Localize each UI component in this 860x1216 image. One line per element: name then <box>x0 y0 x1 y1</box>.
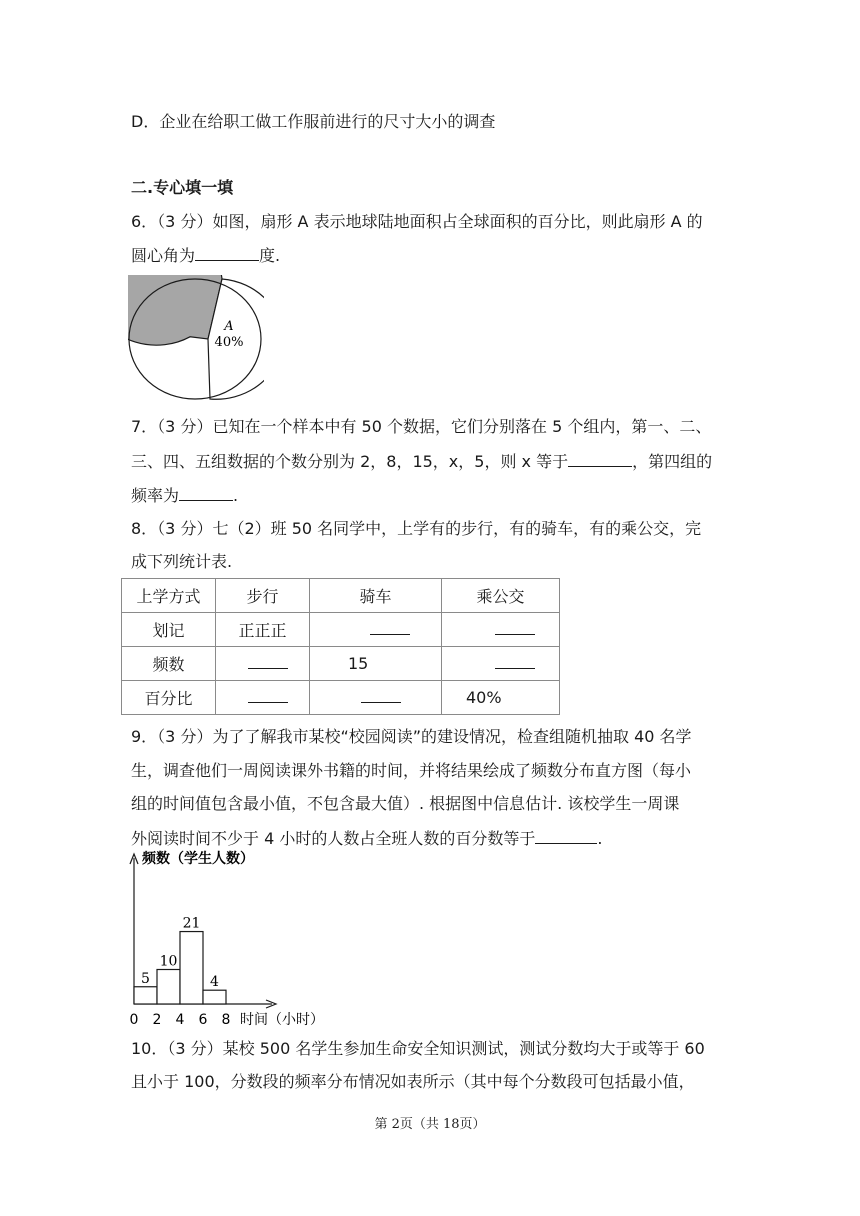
section-title: 二.专心填一填 <box>131 178 234 197</box>
table-row <box>122 681 560 715</box>
x-tick-label: 4 <box>175 1012 185 1028</box>
q9-line4 <box>131 827 602 850</box>
q9-line2: 生，调查他们一周阅读课外书籍的时间，并将结果绘成了频数分布直方图（每小 <box>131 761 692 780</box>
table-cell: 频数 <box>122 647 216 681</box>
table-blank[interactable] <box>361 688 401 703</box>
q7-text-a: 三、四、五组数据的个数分别为 2，8，15，x，5，则 x 等于 <box>131 452 569 471</box>
q10-line2: 且小于 100，分数段的频率分布情况如表所示（其中每个分数段可包括最小值， <box>131 1072 695 1091</box>
q9-line1: 9．（3 分）为了了解我市某校“校园阅读”的建设情况，检查组随机抽取 40 名学 <box>131 727 692 746</box>
pie-label-percent: 40% <box>214 335 244 350</box>
table-header-cell: 上学方式 <box>122 579 216 613</box>
pie-label-a: A <box>224 319 234 334</box>
table-row <box>122 579 560 613</box>
q9-text-a: 外阅读时间不少于 4 小时的人数占全班人数的百分数等于 <box>131 829 536 848</box>
bar-value-label: 4 <box>210 974 219 991</box>
q6-answer-blank[interactable] <box>195 244 259 261</box>
q8-line1: 8．（3 分）七（2）班 50 名同学中，上学有的步行，有的骑车，有的乘公交，完 <box>131 519 702 538</box>
q6-line1: 6．（3 分）如图，扇形 A 表示地球陆地面积占全球面积的百分比，则此扇形 A 的 <box>131 212 703 231</box>
pie-chart <box>128 275 264 403</box>
q8-line2: 成下列统计表. <box>131 552 233 571</box>
q9-line3: 组的时间值包含最小值，不包含最大值）. 根据图中信息估计. 该校学生一周课 <box>131 794 680 813</box>
table-cell <box>442 681 560 715</box>
table-blank[interactable] <box>248 688 288 703</box>
table-blank[interactable] <box>370 620 410 635</box>
q10-line1: 10．（3 分）某校 500 名学生参加生命安全知识测试，测试分数均大于或等于 60 <box>131 1039 705 1058</box>
x-tick-label: 8 <box>221 1012 231 1028</box>
x-tick-label: 2 <box>152 1012 162 1028</box>
table-cell: 划记 <box>122 613 216 647</box>
x-tick-label: 0 <box>129 1012 139 1028</box>
histogram-bar <box>180 932 203 1004</box>
page-footer: 第 2页（共 18页） <box>374 1117 486 1132</box>
q7-text-d: . <box>233 486 239 505</box>
x-tick-label: 6 <box>198 1012 208 1028</box>
y-axis-label: 频数（学生人数） <box>142 851 254 867</box>
q7-text-c: 频率为 <box>131 486 180 505</box>
stat-table <box>121 578 560 715</box>
table-cell <box>216 647 310 681</box>
table-cell <box>442 647 560 681</box>
q7-text-b: ，第四组的 <box>632 452 713 471</box>
table-cell <box>310 647 442 681</box>
q6-line2 <box>131 244 280 267</box>
table-blank[interactable] <box>248 654 288 669</box>
q7-line1: 7．（3 分）已知在一个样本中有 50 个数据，它们分别落在 5 个组内，第一、二、 <box>131 417 712 436</box>
histogram-bar <box>134 987 157 1004</box>
table-cell <box>442 613 560 647</box>
option-d: D．企业在给职工做工作服前进行的尺寸大小的调查 <box>131 112 496 131</box>
q7-line3 <box>131 484 238 507</box>
table-row <box>122 613 560 647</box>
histogram-chart <box>122 848 362 1028</box>
table-row <box>122 647 560 681</box>
table-cell <box>310 613 442 647</box>
q9-answer-blank[interactable] <box>535 827 597 844</box>
table-cell <box>216 681 310 715</box>
table-cell: 正正正 <box>216 613 310 647</box>
q6-text-b: 度. <box>259 246 281 265</box>
table-value: 15 <box>348 654 369 673</box>
histogram-bar <box>203 990 226 1004</box>
table-header-cell: 乘公交 <box>442 579 560 613</box>
table-cell: 百分比 <box>122 681 216 715</box>
bar-value-label: 10 <box>159 953 178 970</box>
q9-text-b: . <box>597 829 603 848</box>
x-axis-label: 时间（小时） <box>240 1012 324 1028</box>
table-value: 40% <box>466 688 502 707</box>
table-header-cell: 步行 <box>216 579 310 613</box>
q7-answer-blank-freq[interactable] <box>179 484 233 501</box>
table-header-cell: 骑车 <box>310 579 442 613</box>
pie-slice-gray <box>128 275 222 345</box>
table-cell <box>310 681 442 715</box>
table-blank[interactable] <box>495 654 535 669</box>
bar-value-label: 5 <box>141 970 150 987</box>
q6-text-a: 圆心角为 <box>131 246 196 265</box>
q7-line2 <box>131 450 712 473</box>
bar-value-label: 21 <box>182 915 201 932</box>
q7-answer-blank-x[interactable] <box>568 450 632 467</box>
histogram-bar <box>157 970 180 1005</box>
table-blank[interactable] <box>495 620 535 635</box>
